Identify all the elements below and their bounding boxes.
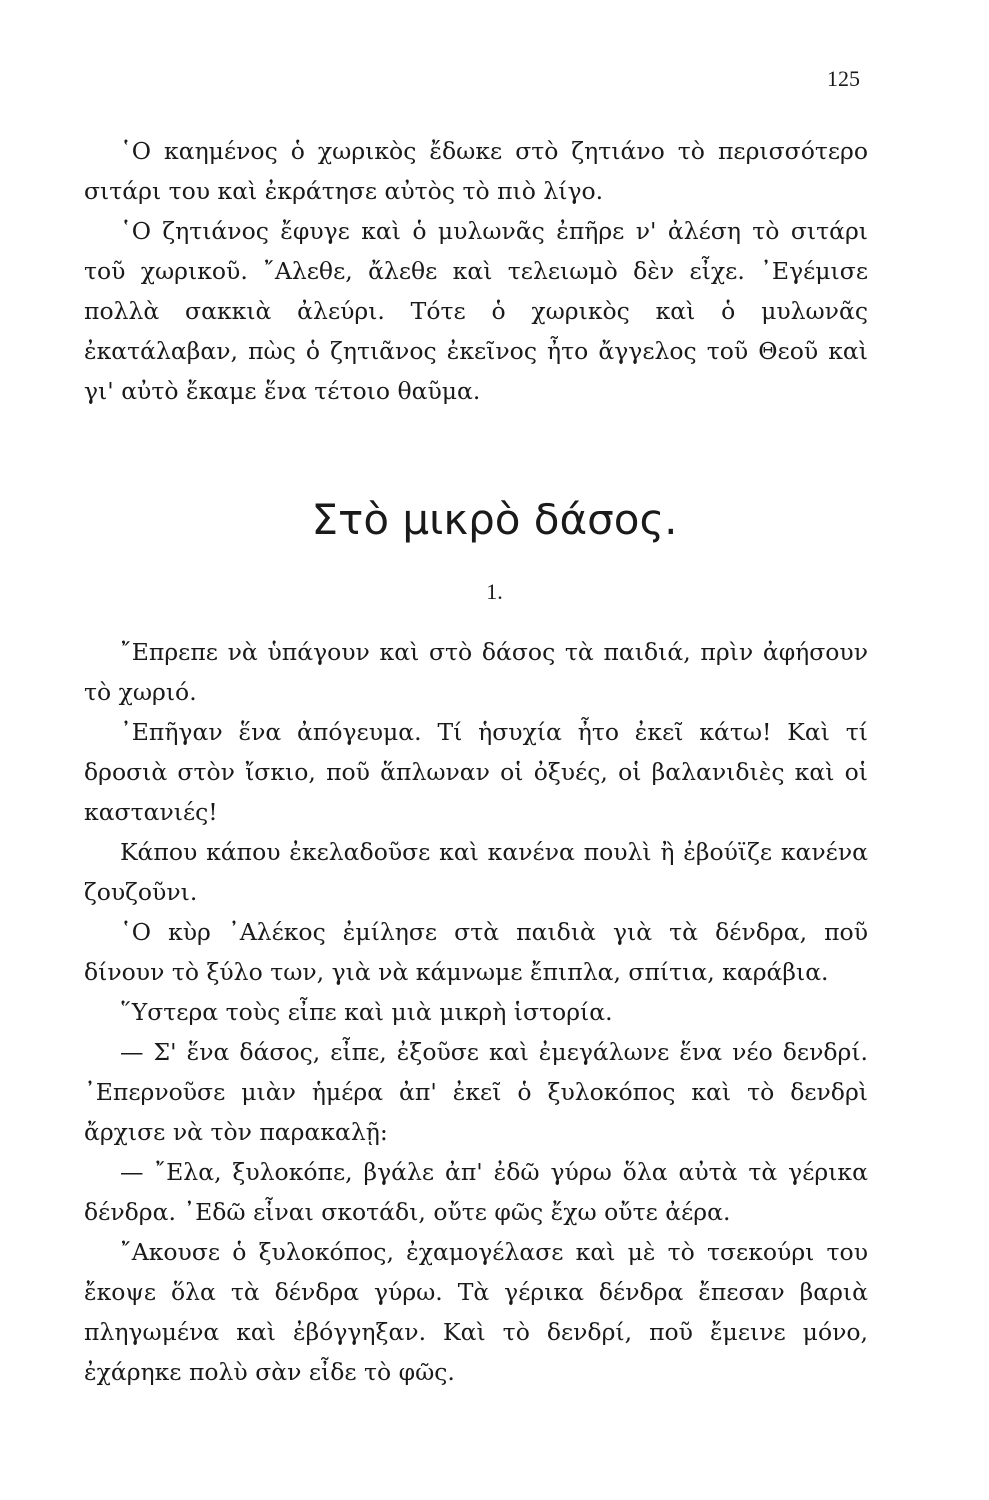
intro-text (84, 131, 868, 411)
paragraph: ῾Ο κὺρ ᾿Αλέκος ἐμίλησε στὰ παιδιὰ γιὰ τὰ δένδρα, ποῦ δίνουν τὸ ξύλο των, γιὰ νὰ κάμνωμε ἔπιπλα, σπίτια, καράβια. (84, 918, 868, 986)
paragraph: ῎Επρεπε νὰ ὑπάγουν καὶ στὸ δάσος τὰ παιδιά, πρὶν ἀφήσουν τὸ χωριό. (84, 638, 868, 706)
section-number: 1. (486, 579, 503, 604)
paragraph: ῎Ακουσε ὁ ξυλοκόπος, ἐχαμογέλασε καὶ μὲ τὸ τσεκούρι του ἔκοψε ὅλα τὰ δένδρα γύρω. Τὰ γέρικα δένδρα ἔπεσαν βαριὰ πληγωμένα καὶ ἐβόγγηξαν. Καὶ τὸ δενδρί, ποῦ ἔμεινε μόνο, ἐχάρηκε πολὺ σὰν εἶδε τὸ φῶς. (84, 1238, 868, 1386)
paragraph: ῾Ο καημένος ὁ χωρικὸς ἔδωκε στὸ ζητιάνο τὸ περισσότερο σιτάρι του καὶ ἐκράτησε αὐτὸς τὸ πιὸ λίγο. (84, 137, 868, 205)
paragraph: Κάπου κάπου ἐκελαδοῦσε καὶ κανένα πουλὶ ἢ ἐβούϊζε κανένα ζουζοῦνι. (84, 838, 868, 906)
page-number: 125 (827, 66, 860, 91)
paragraph: ῞Υστερα τοὺς εἶπε καὶ μιὰ μικρὴ ἱστορία. (120, 998, 613, 1026)
story-text (84, 632, 868, 1392)
paragraph: — ῎Ελα, ξυλοκόπε, βγάλε ἀπ' ἐδῶ γύρω ὅλα αὐτὰ τὰ γέρικα δένδρα. ᾿Εδῶ εἶναι σκοτάδι, οὔτε φῶς ἔχω οὔτε ἀέρα. (84, 1158, 868, 1226)
paragraph: ῾Ο ζητιάνος ἔφυγε καὶ ὁ μυλωνᾶς ἐπῆρε ν' ἀλέση τὸ σιτάρι τοῦ χωρικοῦ. ῎Αλεθε, ἄλεθε καὶ τελειωμὸ δὲν εἶχε. ᾿Εγέμισε πολλὰ σακκιὰ ἀλεύρι. Τότε ὁ χωρικὸς καὶ ὁ μυλωνᾶς ἐκατάλαβαν, πὼς ὁ ζητιᾶνος ἐκεῖνος ἦτο ἄγγελος τοῦ Θεοῦ καὶ γι' αὐτὸ ἔκαμε ἕνα τέτοιο θαῦμα. (84, 217, 868, 405)
paragraph: ᾿Επῆγαν ἕνα ἀπόγευμα. Τί ἡσυχία ἦτο ἐκεῖ κάτω! Καὶ τί δροσιὰ στὸν ἴσκιο, ποῦ ἅπλωναν οἱ ὀξυές, οἱ βαλανιδιὲς καὶ οἱ καστανιές! (84, 718, 868, 826)
paragraph: — Σ' ἕνα δάσος, εἶπε, ἐξοῦσε καὶ ἐμεγάλωνε ἕνα νέο δενδρί. ᾿Επερνοῦσε μιὰν ἡμέρα ἀπ' ἐκεῖ ὁ ξυλοκόπος καὶ τὸ δενδρὶ ἄρχισε νὰ τὸν παρακαλῇ: (84, 1038, 868, 1146)
chapter-title: Στὸ μικρὸ δάσος. (311, 495, 678, 544)
